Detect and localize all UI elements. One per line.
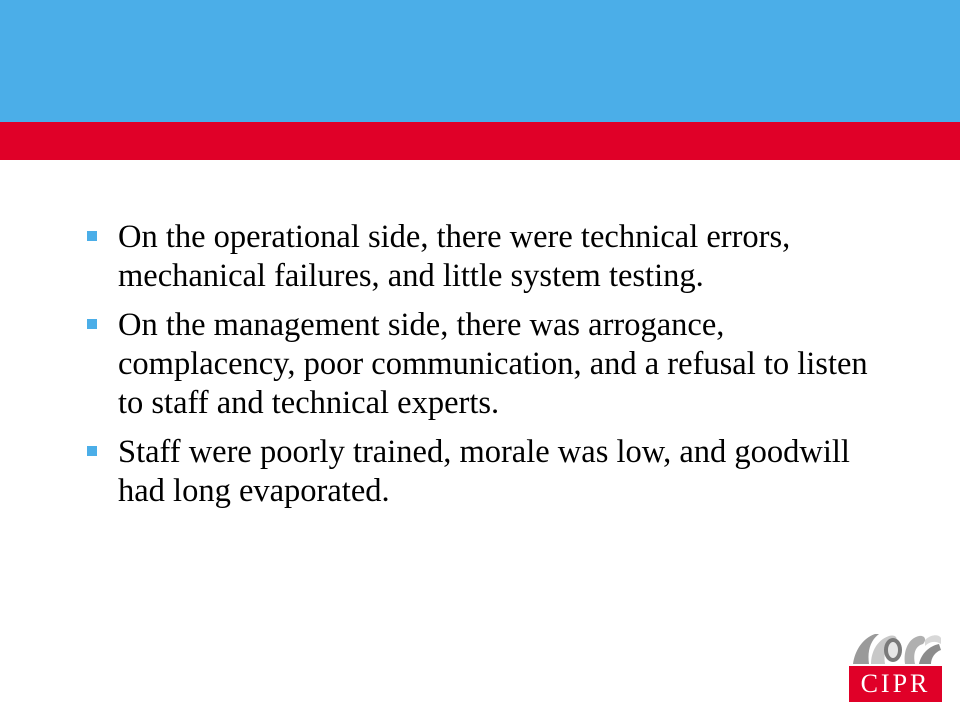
bullet-item	[84, 433, 884, 511]
header-red-band	[0, 122, 960, 160]
bullet-text: On the operational side, there were technical errors, mechanical failures, and little system testing.	[118, 219, 791, 294]
bullet-list	[84, 218, 884, 521]
cipr-logo-red-block	[849, 666, 942, 702]
bullet-item	[84, 306, 884, 423]
bullet-item	[84, 218, 884, 296]
square-bullet-icon	[87, 446, 97, 456]
header-blue-band	[0, 0, 960, 122]
bullet-text: Staff were poorly trained, morale was low, and goodwill had long evaporated.	[118, 434, 850, 509]
square-bullet-icon	[87, 319, 97, 329]
square-bullet-icon	[87, 231, 97, 241]
bullet-text: On the management side, there was arrogance, complacency, poor communication, and a refusal to listen to staff and technical experts.	[118, 307, 868, 421]
cipr-faces-logo-icon	[849, 630, 942, 666]
cipr-logo-text: CIPR	[860, 669, 931, 698]
cipr-logo	[849, 630, 942, 702]
